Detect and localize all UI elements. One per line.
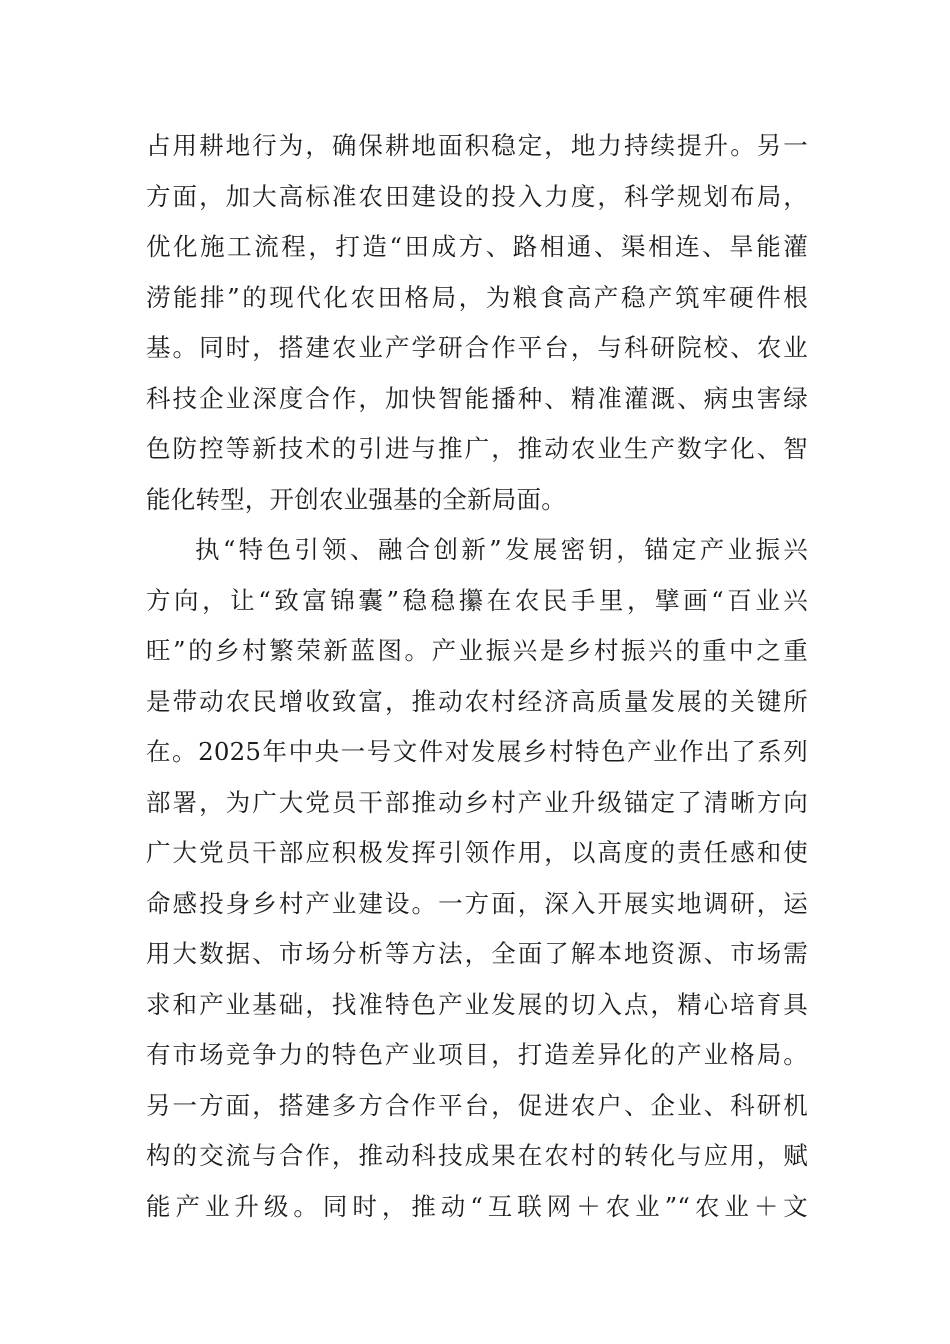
paragraph-line: 构的交流与合作，推动科技成果在农村的转化与应用，赋 — [146, 1141, 808, 1170]
paragraph-line: 基。同时，搭建农业产学研合作平台，与科研院校、农业 — [146, 333, 808, 362]
body-text — [146, 121, 808, 1232]
paragraph-line: 广大党员干部应积极发挥引领作用，以高度的责任感和使 — [146, 838, 808, 867]
paragraph-line: 旺”的乡村繁荣新蓝图。产业振兴是乡村振兴的重中之重 — [146, 636, 808, 665]
paragraph-line: 科技企业深度合作，加快智能播种、精准灌溉、病虫害绿 — [146, 383, 808, 413]
paragraph-line: 涝能排”的现代化农田格局，为粮食高产稳产筑牢硬件根 — [146, 282, 808, 312]
paragraph-line: 方面，加大高标准农田建设的投入力度，科学规划布局， — [146, 181, 808, 211]
paragraph-line: 方向，让“致富锦囊”稳稳攥在农民手里，擘画“百业兴 — [146, 585, 808, 615]
paragraph-line: 另一方面，搭建多方合作平台，促进农户、企业、科研机 — [146, 1090, 808, 1120]
paragraph-line: 色防控等新技术的引进与推广，推动农业生产数字化、智 — [146, 434, 808, 463]
paragraph-line: 在。2025年中央一号文件对发展乡村特色产业作出了系列 — [146, 737, 808, 766]
paragraph-line: 用大数据、市场分析等方法，全面了解本地资源、市场需 — [146, 939, 808, 968]
paragraph-line: 求和产业基础，找准特色产业发展的切入点，精心培育具 — [146, 989, 808, 1019]
paragraph-line: 是带动农民增收致富，推动农村经济高质量发展的关键所 — [146, 686, 808, 716]
paragraph-line: 能化转型，开创农业强基的全新局面。 — [146, 484, 566, 514]
paragraph-line: 执“特色引领、融合创新”发展密钥，锚定产业振兴 — [195, 535, 808, 564]
paragraph-line: 部署，为广大党员干部推动乡村产业升级锚定了清晰方向 — [146, 787, 808, 817]
paragraph-line: 优化施工流程，打造“田成方、路相通、渠相连、旱能灌 — [146, 232, 808, 261]
paragraph-line: 有市场竞争力的特色产业项目，打造差异化的产业格局。 — [146, 1040, 808, 1069]
paragraph-line: 能产业升级。同时，推动“互联网＋农业”“农业＋文 — [146, 1191, 808, 1221]
paragraph-line: 命感投身乡村产业建设。一方面，深入开展实地调研，运 — [146, 888, 808, 918]
paragraph-line: 占用耕地行为，确保耕地面积稳定，地力持续提升。另一 — [146, 131, 808, 160]
